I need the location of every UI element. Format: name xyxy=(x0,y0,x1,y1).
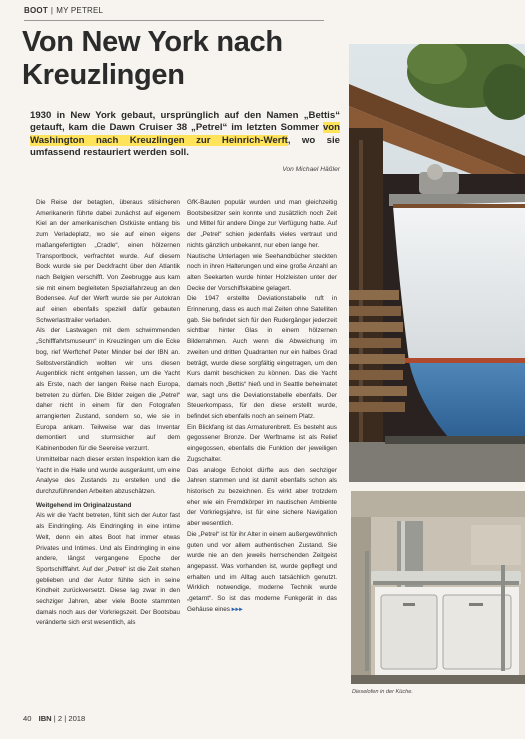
page-number: 40 xyxy=(23,714,32,723)
footer-divider: | xyxy=(53,714,56,723)
text-column-1 xyxy=(36,198,180,629)
text-column-2 xyxy=(187,198,337,615)
byline: Von Michael Häßler xyxy=(282,166,340,173)
section-category: BOOT xyxy=(24,6,48,15)
magazine-name: IBN xyxy=(38,714,52,723)
subheading: Weitgehend im Originalzustand xyxy=(36,501,132,509)
article-lead xyxy=(30,110,340,160)
page-footer xyxy=(23,714,85,723)
issue-number: 2 xyxy=(57,714,63,723)
photo-caption: Dieselofen in der Küche. xyxy=(352,689,413,695)
galley-stove-photo xyxy=(351,491,525,684)
galley-stove-illustration xyxy=(351,491,525,684)
paragraph: Das analoge Echolot dürfte aus den sechziger Jahren stammen und ist damit ebenfalls schon als historisch zu bezeichnen. Es wirkt aber trotzdem eher wie ein Fremdkörper im nautischen Ambiente der Vorkriegsjahre, ist für eine sichere Navigation aber wesentlich. xyxy=(187,466,337,528)
continue-arrows-icon: ▸▸▸ xyxy=(231,605,243,613)
paragraph: Als der Lastwagen mit dem schwimmenden „Schifffahrtsmuseum“ in Kreuzlingen um die Ecke bog, rief Werftchef Peter Minder bei der IBN an. Selbstverständlich wollten wir uns diesen Augenblick nicht entgehen lassen, um die Yacht als Erste, nach der langen Reise nach Europa, betreten zu dürfen. Die Bilder zeigen die „Petrel“ daher nicht in einem für den Fotografen arrangierten Zustand, sondern so, wie sie in Europa ankam. Teilweise war das Inventar demontiert und sturmsicher auf dem Kabinenboden für die Seereise verzurrt. xyxy=(36,327,180,453)
paragraph: Die Reise der betagten, überaus stilsicheren Amerikanerin führte dabei zunächst auf eigenem Kiel an der amerikanischen Ostküste entlang bis zum Verladeplatz, wo sie auf einen eigens maßangefertigten „Cradle“, einen hölzernen Transportbock, verfrachtet wurde. Auf diesem Bock wurde sie per Deckfracht über den Atlantik nach Belgien verschifft. Von Zeebrugge aus kam sie mit einem begleiteten Spezialfahrzeug an den Bodensee. Auf der Werft wurde sie per Autokran auf einen ebenfalls speziell dafür gebauten Schwerlasttrailer verladen. xyxy=(36,199,180,324)
paragraph: Nautische Unterlagen wie Seehandbücher steckten noch in ihren Halterungen und eine große Anzahl an alten Seekarten wurde hinter Holzleisten unter der Decke der Vorschiffskabine gelagert. xyxy=(187,252,337,292)
section-header xyxy=(24,6,103,15)
paragraph: Die 1947 erstellte Deviationstabelle ruft in Erinnerung, dass es auch mal Zeiten ohne Satelliten gab. Sie befindet sich für den Rudergänger jederzeit sichtbar hinter Glas in einem hölzernen Bilderrahmen. Auch wenn die Abweichung im zweiten und dritten Quadranten nur ein halbes Grad beträgt, wurde diese sorgfältig eingetragen, um den Kurs damit beschicken zu können. Das die Yacht damals noch „Bettis“ hieß und in Seattle beheimatet war, sagt uns die Deviationstabelle ebenfalls. Der Steuerkompass, für den diese erstellt wurde, befindet sich ebenfalls noch an seinem Platz. xyxy=(187,295,337,421)
paragraph: Als wir die Yacht betreten, fühlt sich der Autor fast als Eindringling. Als Eindringling in eine intime Welt, denn ein altes Boot hat immer etwas Privates und Intimes. Und als Eindringling in eine andere, längst vergangene Epoche der Sportschifffahrt. Auf der „Petrel“ ist die Zeit stehen geblieben und der Autor fühlte sich in seine Kindheit zurückversetzt. Diese lag zwar in den sechziger Jahren, aber viele Boote stammten damals noch aus der Vorkriegszeit. Der Bootsbau veränderte sich erst wesentlich, als xyxy=(36,512,180,627)
section-divider: | xyxy=(50,6,54,15)
paragraph: Unmittelbar nach dieser ersten Inspektion kam die Yacht in die Halle und wurde ausgeräumt, um eine Analyse des Zustands zu erstellen und die durchzuführenden Arbeiten abzuschätzen. xyxy=(36,455,180,495)
section-rule xyxy=(24,20,324,21)
lead-text-1: 1930 in New York gebaut, ursprünglich auf den Namen „Bettis“ getauft, kam die Dawn Cruiser 38 „Petrel“ im letzten Sommer xyxy=(30,110,340,134)
boat-in-shed-photo xyxy=(349,44,525,482)
article-headline: Von New York nach Kreuzlingen xyxy=(22,26,283,91)
paragraph-text: Die „Petrel“ ist für ihr Alter in einem außergewöhnlich guten und vor allem authentischen Zustand. Sie wurde nie an den jeweils herrschenden Zeitgeist angepasst. Was vorhanden ist, wurde gepflegt und erhalten und im Alltag auch tatsächlich genutzt. Wirklich notwendige, moderne Technik wurde „getarnt“. So ist das moderne Funkgerät in das Gehäuse eines xyxy=(187,530,337,613)
issue-year: 2018 xyxy=(68,714,86,723)
boat-in-shed-illustration xyxy=(349,44,525,482)
footer-divider: | xyxy=(64,714,67,723)
paragraph: Ein Blickfang ist das Armaturenbrett. Es besteht aus gegossener Bronze. Der Werftname ist als Relief eingegossen, ebenfalls die Funktion der jeweiligen Zugschalter. xyxy=(187,423,337,463)
lead-text-2: , wo sie umfassend restauriert werden soll. xyxy=(30,134,340,159)
lead-highlight: von Washington nach Kreuzlingen zur Heinrich-Werft xyxy=(30,122,340,146)
paragraph: GfK-Bauten populär wurden und man gleichzeitig Bootsbesitzer sein konnte und zusätzlich noch Zeit und Mittel für andere Dinge zur Verfügung hatte. Auf der „Petrel“ schien jedenfalls vieles vertraut und nichts gänzlich unbekannt, nur eben lange her. xyxy=(187,199,337,249)
section-subcategory: MY PETREL xyxy=(56,6,104,15)
paragraph xyxy=(187,530,337,616)
